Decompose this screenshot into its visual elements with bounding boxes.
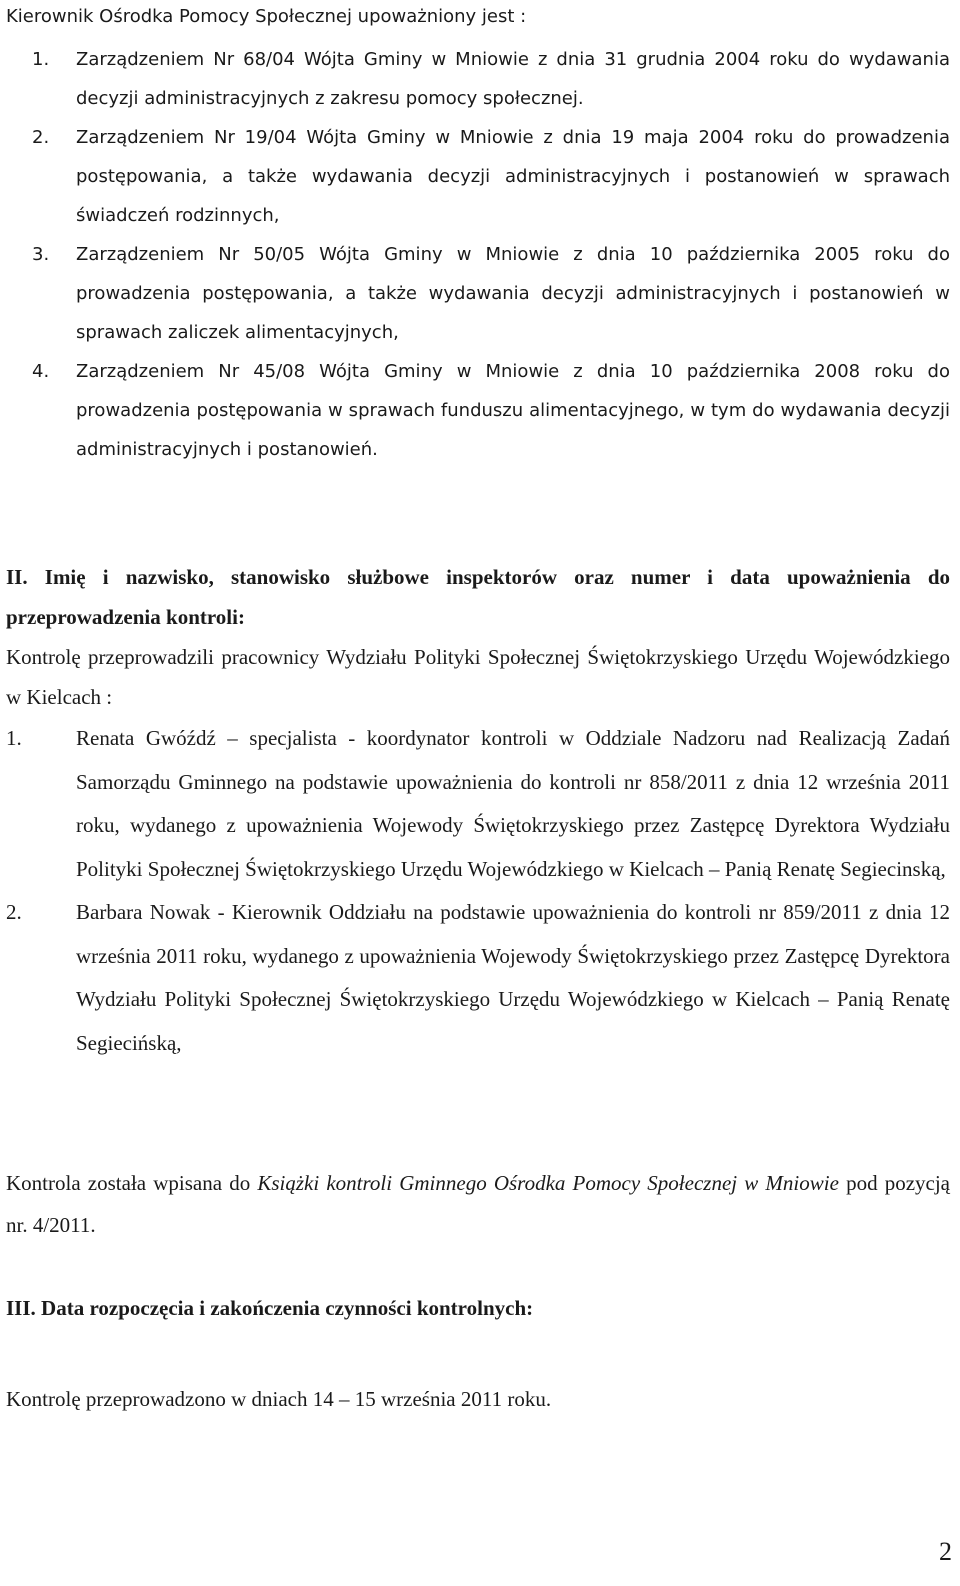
item-number: 1. [6, 726, 22, 750]
authorization-list [6, 40, 950, 469]
section-inspectors [6, 557, 950, 1065]
item-number: 2. [32, 127, 50, 148]
inspector-item [6, 717, 950, 891]
item-number: 3. [32, 244, 50, 265]
section-heading [6, 557, 950, 637]
inspector-list [6, 717, 950, 1065]
inspector-item [6, 891, 950, 1065]
item-text: Zarządzeniem Nr 68/04 Wójta Gminy w Mniowie z dnia 31 grudnia 2004 roku do wydawania decyzji administracyjnych z zakresu pomocy społecznej. [76, 49, 950, 109]
item-text: Barbara Nowak - Kierownik Oddziału na podstawie upoważnienia do kontroli nr 859/2011 z dnia 12 września 2011 roku, wydanego z upoważnienia Wojewody Świętokrzyskiego przez Zastępcę Dyrektora Wydziału Polityki Społecznej Świętokrzyskiego Urzędu Wojewódzkiego w Kielcach – Panią Renatę Segiecińską, [76, 900, 950, 1055]
section-heading-text: Data rozpoczęcia i zakończenia czynności kontrolnych: [41, 1296, 534, 1320]
control-book-title: Książki kontroli Gminnego Ośrodka Pomocy Społecznej w Mniowie [257, 1171, 839, 1195]
item-text: Zarządzeniem Nr 19/04 Wójta Gminy w Mniowie z dnia 19 maja 2004 roku do prowadzenia postępowania, a także wydawania decyzji administracyjnych i postanowień w sprawach świadczeń rodzinnych, [76, 127, 950, 226]
section-numeral: III. [6, 1296, 36, 1320]
item-text: Zarządzeniem Nr 50/05 Wójta Gminy w Mniowie z dnia 10 października 2005 roku do prowadzenia postępowania, a także wydawania decyzji administracyjnych i postanowień w sprawach zaliczek alimentacyjnych, [76, 244, 950, 343]
section-numeral: II. [6, 565, 28, 589]
registration-text [6, 1162, 950, 1246]
registration-suffix: pod pozycją nr. 4/2011. [6, 1171, 951, 1237]
section-dates-heading [6, 1292, 533, 1324]
authorization-item [6, 235, 950, 352]
item-number: 4. [32, 361, 50, 382]
inspection-dates: Kontrolę przeprowadzono w dniach 14 – 15 września 2011 roku. [6, 1387, 552, 1411]
item-text: Zarządzeniem Nr 45/08 Wójta Gminy w Mniowie z dnia 10 października 2008 roku do prowadzenia postępowania w sprawach funduszu alimentacyjnego, w tym do wydawania decyzji administracyjnych i postanowień. [76, 361, 950, 460]
intro-text: Kierownik Ośrodka Pomocy Społecznej upoważniony jest : [6, 6, 527, 27]
section-heading-text: Imię i nazwisko, stanowisko służbowe inspektorów oraz numer i data upoważnienia do przeprowadzenia kontroli: [6, 565, 951, 629]
item-number: 1. [32, 49, 50, 70]
item-number: 2. [6, 900, 22, 924]
authorization-item [6, 352, 950, 469]
inspectors-intro: Kontrolę przeprowadzili pracownicy Wydziału Polityki Społecznej Świętokrzyskiego Urzędu Wojewódzkiego w Kielcach : [6, 645, 950, 709]
item-text: Renata Gwóźdź – specjalista - koordynator kontroli w Oddziale Nadzoru nad Realizacją Zadań Samorządu Gminnego na podstawie upoważnienia do kontroli nr 858/2011 z dnia 12 września 2011 roku, wydanego z upoważnienia Wojewody Świętokrzyskiego przez Zastępcę Dyrektora Wydziału Polityki Społecznej Świętokrzyskiego Urzędu Wojewódzkiego w Kielcach – Panią Renatę Segiecinską, [76, 726, 950, 881]
page-number: 2 [939, 1537, 952, 1566]
authorization-item [6, 40, 950, 118]
registration-prefix: Kontrola została wpisana do [6, 1171, 251, 1195]
authorization-item [6, 118, 950, 235]
